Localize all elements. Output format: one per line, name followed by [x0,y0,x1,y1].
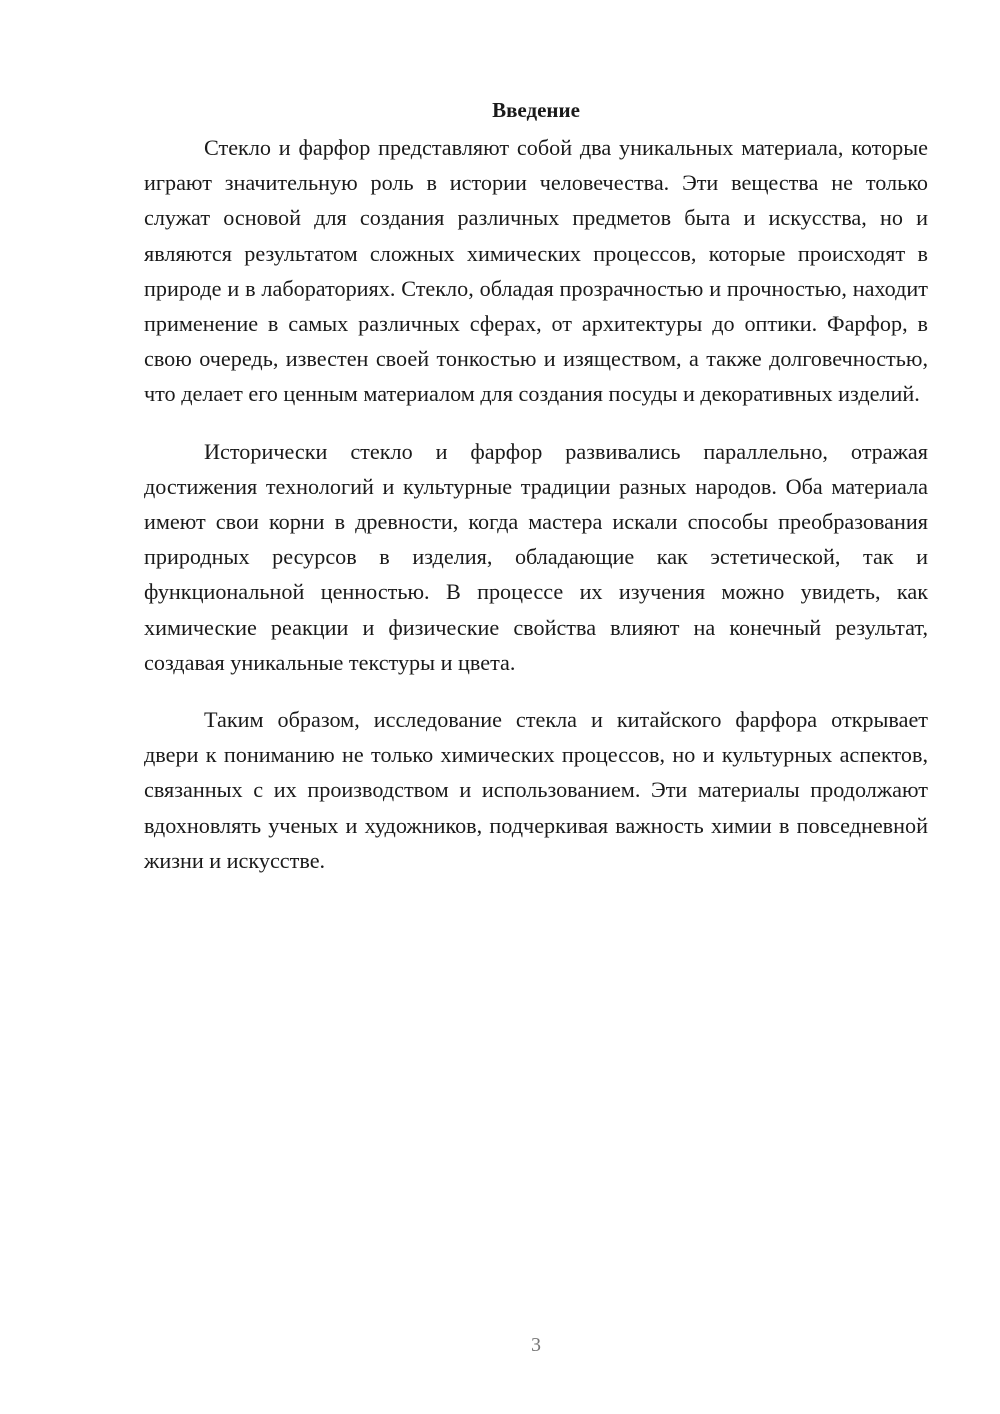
paragraph-1: Стекло и фарфор представляют собой два уникальных материала, которые играют значительную роль в истории человечества. Эти вещества не только служат основой для создания различных предметов быта и искусства, но и являются результатом сложных химических процессов, которые происходят в природе и в лабораториях. Стекло, обладая прозрачностью и прочностью, находит применение в самых различных сферах, от архитектуры до оптики. Фарфор, в свою очередь, известен своей тонкостью и изяществом, а также долговечностью, что делает его ценным материалом для создания посуды и декоративных изделий. [144,135,928,407]
page-title: Введение [492,98,580,122]
page-content [144,92,928,900]
paragraph-2: Исторически стекло и фарфор развивались параллельно, отражая достижения технологий и культурные традиции разных народов. Оба материала имеют свои корни в древности, когда мастера искали способы преобразования природных ресурсов в изделия, обладающие как эстетической, так и функциональной ценностью. В процессе их изучения можно увидеть, как химические реакции и физические свойства влияют на конечный результат, создавая уникальные текстуры и цвета. [144,438,928,675]
paragraph-3: Таким образом, исследование стекла и китайского фарфора открывает двери к пониманию не только химических процессов, но и культурных аспектов, связанных с их производством и использованием. Эти материалы продолжают вдохновлять ученых и художников, подчеркивая важность химии в повседневной жизни и искусстве. [144,707,928,873]
page-number: 3 [531,1334,541,1356]
